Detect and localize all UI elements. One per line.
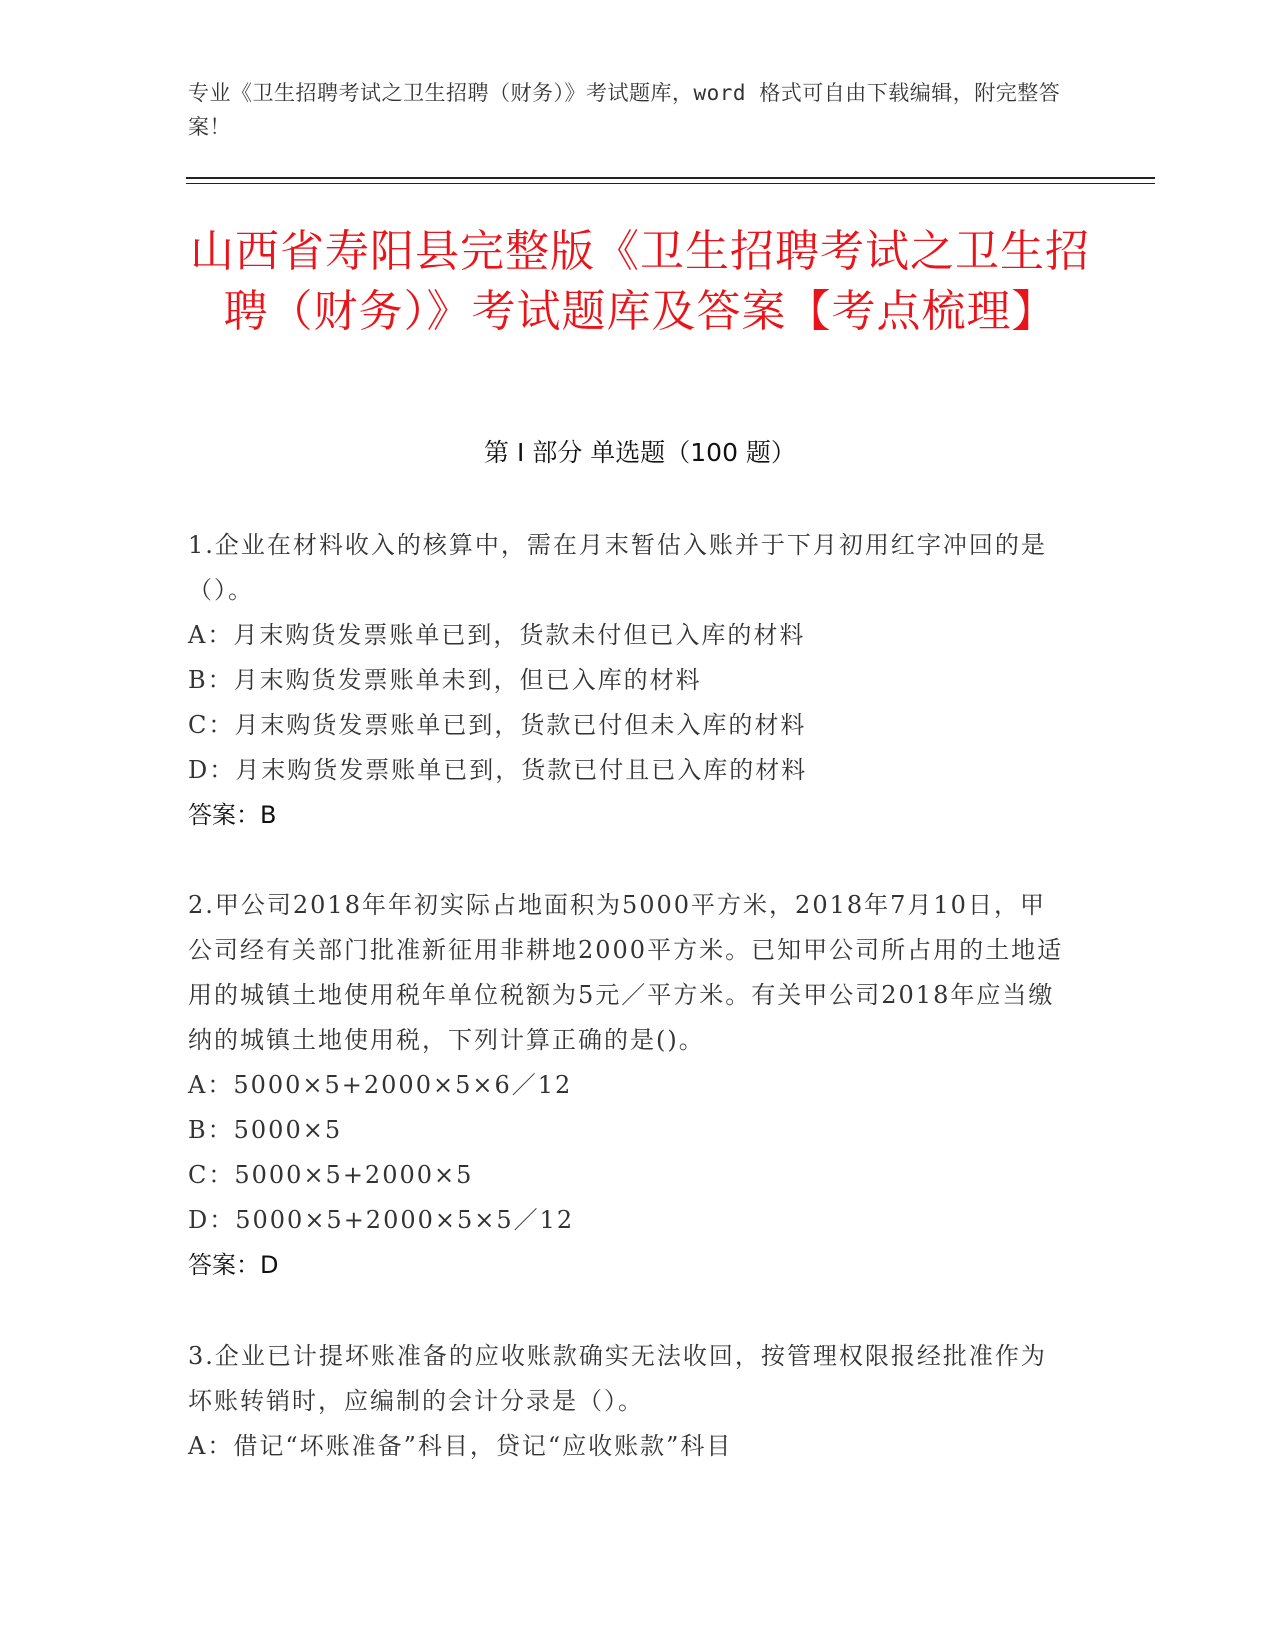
option-d: D：月末购货发票账单已到，货款已付且已入库的材料 — [188, 756, 808, 784]
header-note: 专业《卫生招聘考试之卫生招聘（财务）》考试题库，word 格式可自由下载编辑，附完整答案！ — [188, 81, 1061, 139]
option-a: A：月末购货发票账单已到，货款未付但已入库的材料 — [188, 621, 806, 649]
option-b: B：5000×5 — [188, 1116, 343, 1144]
option-b: B：月末购货发票账单未到，但已入库的材料 — [188, 666, 702, 694]
question-text: 2.甲公司2018年年初实际占地面积为5000平方米，2018年7月10日，甲公司经有关部门批准新征用非耕地2000平方米。已知甲公司所占用的土地适用的城镇土地使用税年单位税额为5元／平方米。有关甲公司2018年应当缴纳的城镇土地使用税，下列计算正确的是()。 — [188, 891, 1064, 1054]
question-1 — [188, 523, 1068, 838]
question-text: 3.企业已计提坏账准备的应收账款确实无法收回，按管理权限报经批准作为坏账转销时，应编制的会计分录是（）。 — [188, 1342, 1047, 1415]
option-a: A：5000×5+2000×5×6／12 — [188, 1071, 573, 1099]
question-3 — [188, 1334, 1068, 1469]
option-c: C：月末购货发票账单已到，货款已付但未入库的材料 — [188, 711, 807, 739]
header-divider-thin — [186, 183, 1155, 184]
option-d: D：5000×5+2000×5×5／12 — [188, 1206, 575, 1234]
answer: 答案：B — [188, 801, 277, 829]
option-c: C：5000×5+2000×5 — [188, 1161, 474, 1189]
section-title: 第 I 部分 单选题（100 题） — [484, 438, 796, 467]
question-text: 1.企业在材料收入的核算中，需在月末暂估入账并于下月初用红字冲回的是（）。 — [188, 531, 1047, 604]
header-divider — [186, 177, 1155, 179]
answer: 答案：D — [188, 1251, 279, 1279]
option-a: A：借记“坏账准备”科目，贷记“应收账款”科目 — [188, 1432, 733, 1460]
question-2 — [188, 883, 1068, 1288]
document-title: 山西省寿阳县完整版《卫生招聘考试之卫生招聘（财务）》考试题库及答案【考点梳理】 — [190, 226, 1090, 337]
